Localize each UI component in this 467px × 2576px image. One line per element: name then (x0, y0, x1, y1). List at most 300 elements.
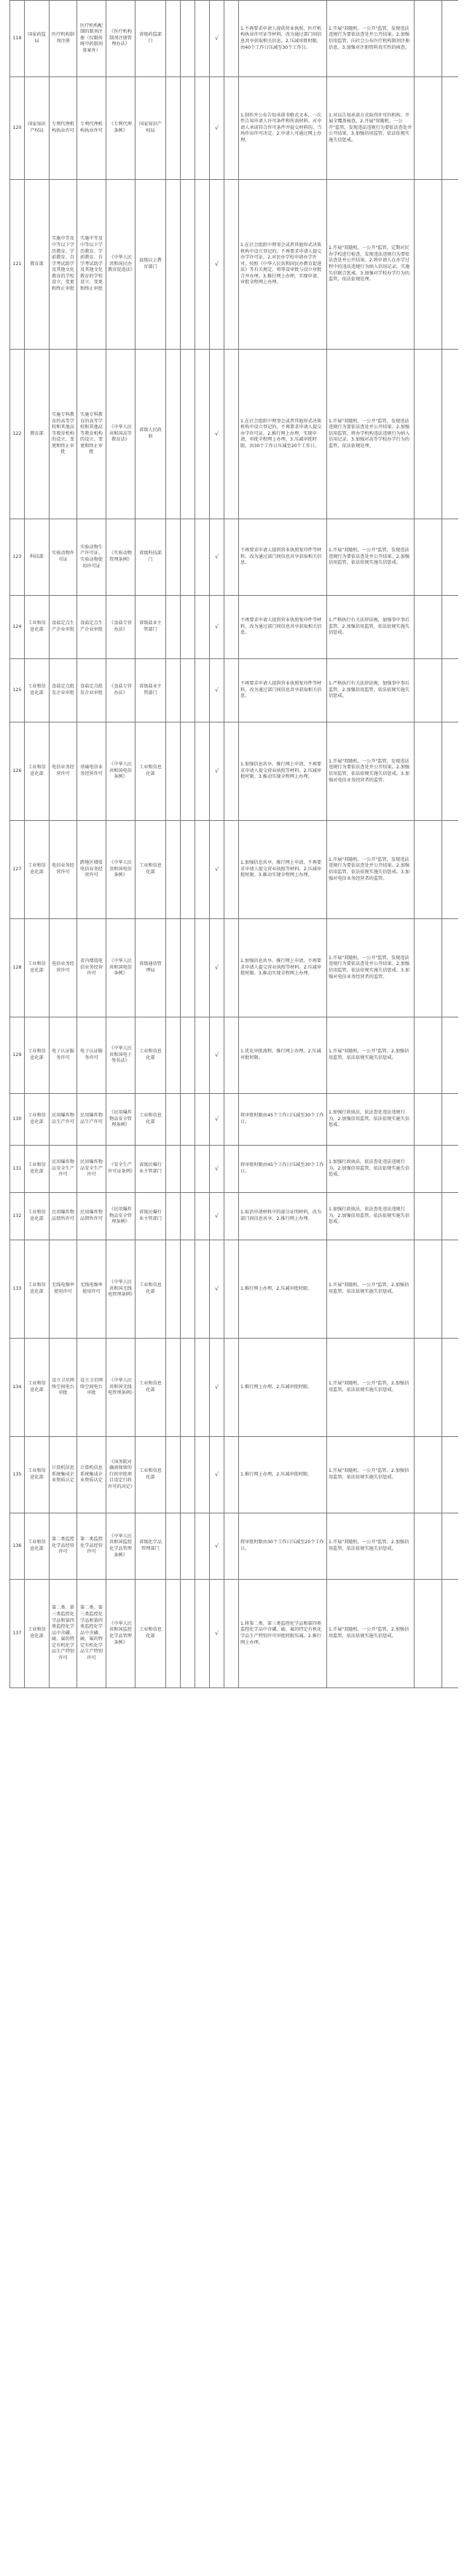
authority-cell (136, 1146, 166, 1192)
mode-cell (210, 659, 224, 722)
department-cell (25, 919, 50, 1017)
mode-cell (224, 1146, 239, 1192)
supervision-cell (327, 722, 415, 820)
remarks-cell (415, 722, 442, 820)
row-number-text: 135 (12, 1471, 22, 1477)
mode-cell (210, 1193, 224, 1240)
subitem-cell-text: 医疗机构配制的制剂注册（仅限传统中药制剂备案外） (80, 23, 103, 53)
supervision-cell-text: 1.对以告知承诺方式取得许可的机构，开展全覆盖核查。2.开展"双随机、一公开"监管，发现违法违规行为要依法查处并公开结果。3.加强信用监管，依法依规实施失信惩戒。 (329, 112, 412, 143)
row-number-text: 129 (12, 1052, 22, 1057)
subitem-cell-text: 食盐定点生产企业审批 (80, 621, 103, 632)
item-cell (50, 1437, 77, 1513)
row-number-text: 127 (12, 866, 22, 872)
mode-cell (195, 77, 210, 179)
row-number (10, 659, 25, 722)
remarks-cell (415, 1513, 442, 1579)
measures-cell (239, 722, 327, 820)
remarks-cell (415, 1094, 442, 1145)
subitem-cell (77, 77, 106, 179)
department-cell-text: 教育部 (30, 261, 44, 267)
mode-cell (181, 1094, 195, 1145)
mode-cell (181, 1339, 195, 1436)
department-cell (25, 659, 50, 722)
row-number-text: 126 (12, 768, 22, 773)
mode-cell (181, 919, 195, 1017)
row-number (10, 519, 25, 595)
subitem-cell (77, 919, 106, 1017)
basis-cell-text: 《民用爆炸物品安全管理条例》 (109, 1207, 132, 1225)
supervision-cell-text: 1.开展"双随机、一公开"监管，发现违法违规行为要依法查处并公开结果。2.加强信用监管，依法依规实施失信惩戒。3.加强对电信业务经营者的监管。 (329, 856, 410, 881)
check-mark: √ (214, 430, 219, 437)
mode-cell (166, 77, 181, 179)
check-mark: √ (214, 686, 219, 693)
subitem-cell (77, 1580, 106, 1687)
supervision-cell (327, 350, 415, 519)
department-cell (25, 1580, 50, 1687)
mode-cell (181, 519, 195, 595)
mode-cell (195, 180, 210, 349)
check-mark: √ (214, 964, 219, 971)
supervision-cell (327, 919, 415, 1017)
mode-cell (210, 1437, 224, 1513)
basis-cell (106, 1240, 136, 1338)
basis-cell (106, 919, 136, 1017)
supervision-cell-text: 1.开展"双随机、一公开"监管。2.加强信用监管，依法依规实施失信惩戒。 (329, 1627, 409, 1639)
mode-cell (224, 1240, 239, 1338)
subitem-cell (77, 1094, 106, 1145)
mode-cell (181, 350, 195, 519)
item-cell (50, 77, 77, 179)
supervision-cell-text: 1.开展"双随机、一公开"监管。2.加强信用监管，依法依规实施失信惩戒。 (329, 1381, 409, 1393)
mode-cell (224, 1193, 239, 1240)
table-row (10, 1339, 458, 1437)
mode-cell (210, 919, 224, 1017)
basis-cell (106, 1017, 136, 1093)
check-mark: √ (214, 623, 219, 630)
check-mark: √ (214, 124, 219, 131)
authority-cell (136, 596, 166, 658)
subitem-cell-text: 第二类监控化学品经营许可 (80, 1537, 103, 1555)
basis-cell (106, 180, 136, 349)
check-mark: √ (214, 1542, 219, 1549)
supervision-cell-text: 1.开展"双随机、一公开"监管。2.加强信用监管，依法依规实施失信惩戒。 (329, 1283, 409, 1294)
table-row (10, 821, 458, 919)
mode-cell (166, 1094, 181, 1145)
basis-cell (106, 350, 136, 519)
row-number (10, 1094, 25, 1145)
measures-cell (239, 77, 327, 179)
measures-cell (239, 1580, 327, 1687)
row-number-text: 136 (12, 1543, 22, 1548)
remarks-cell (415, 1193, 442, 1240)
mode-cell (210, 1, 224, 76)
department-cell-text: 工业和信息化部 (28, 1381, 46, 1393)
mode-cell (181, 596, 195, 658)
measures-cell-text: 1.在社会组织中理事会或者其他形式决策机构中设立登记的，不再要求申请人提交办学许可证。2.对民办学校申请办学许可，按照《中华人民共和国民办教育促进法》等有关规定，将筹设审批与设立审批合并办理。3.推行网上办理，实现申请、审批全程网上办理。 (240, 242, 322, 285)
subitem-cell-text: 民用爆炸物品生产许可 (80, 1113, 103, 1124)
measures-cell (239, 659, 327, 722)
subitem-cell (77, 1146, 106, 1192)
authority-cell (136, 180, 166, 349)
remarks-cell (415, 659, 442, 722)
item-cell (50, 1, 77, 76)
department-cell-text: 国家知识产权局 (28, 122, 46, 133)
mode-cell (195, 1017, 210, 1093)
mode-cell (195, 1580, 210, 1687)
authority-cell-text: 工业和信息化部 (139, 1113, 162, 1124)
department-cell-text: 工业和信息化部 (28, 863, 46, 875)
supervision-cell (327, 180, 415, 349)
mode-cell (166, 1017, 181, 1093)
measures-cell (239, 821, 327, 918)
table-row (10, 1437, 458, 1513)
row-number (10, 1339, 25, 1436)
authority-cell-text: 省级盐业主管部门 (139, 621, 162, 632)
supervision-cell-text: 1.开展"双随机、一公开"监管。2.加强信用监管，依法依规实施失信惩戒。 (329, 1049, 409, 1060)
mode-cell (210, 519, 224, 595)
basis-cell-text: 《中华人民共和国民办教育促进法》 (108, 255, 136, 273)
subitem-cell-text: 省内增值电信业务经营许可 (80, 958, 103, 977)
row-number (10, 1017, 25, 1093)
department-cell-text: 工业和信息化部 (28, 1049, 46, 1060)
row-number (10, 1240, 25, 1338)
department-cell-text: 科技部 (30, 554, 44, 559)
authority-cell (136, 1240, 166, 1338)
subitem-cell-text: 电子认证服务许可 (80, 1049, 103, 1060)
supervision-cell (327, 1146, 415, 1192)
item-cell-text: 医疗机构制剂注册 (52, 32, 74, 44)
department-cell (25, 1513, 50, 1579)
check-mark: √ (214, 1383, 219, 1390)
department-cell (25, 350, 50, 519)
item-cell (50, 659, 77, 722)
item-cell (50, 919, 77, 1017)
basis-cell-text: 《中华人民共和国监控化学品管理条例》 (109, 1620, 132, 1645)
basis-cell (106, 596, 136, 658)
supervision-cell (327, 519, 415, 595)
item-cell (50, 1017, 77, 1093)
department-cell-text: 工业和信息化部 (28, 621, 46, 632)
authority-cell (136, 1193, 166, 1240)
measures-cell (239, 1094, 327, 1145)
table-row (10, 1193, 458, 1240)
measures-cell (239, 1339, 327, 1436)
measures-cell (239, 596, 327, 658)
department-cell-text: 工业和信息化部 (28, 1283, 46, 1294)
authority-cell-text: 省级盐业主管部门 (139, 684, 162, 696)
table-row (10, 1, 458, 77)
mode-cell (210, 1240, 224, 1338)
authority-cell-text: 工业和信息化部 (139, 863, 162, 875)
mode-cell (166, 180, 181, 349)
measures-cell-text: 1.推行网上办理。2.压减审批时限。 (240, 1285, 313, 1291)
basis-cell (106, 1339, 136, 1436)
supervision-cell-text: 1.开展"双随机、一公开"监管。2.加强信用监管，依法依规实施失信惩戒。 (329, 1468, 409, 1480)
supervision-cell-text: 1.开展"双随机、一公开"监管，发现违法违规行为要依法查处并公开结果。2.加强信用监管，依法依规实施失信惩戒。 (329, 548, 410, 566)
subitem-cell-text: 实施专科教育的高等学校和其他高等教育机构的设立、变更和终止审批 (80, 411, 103, 455)
supervision-cell-text: 1.开展"双随机、一公开"监管。2.加强信用监管，依法依规实施失信惩戒。 (329, 1540, 409, 1551)
basis-cell-text: 《中华人民共和国电信条例》 (109, 762, 132, 780)
row-number (10, 1146, 25, 1192)
check-mark: √ (214, 1115, 219, 1122)
subitem-cell (77, 596, 106, 658)
mode-cell (181, 1240, 195, 1338)
mode-cell (224, 1, 239, 76)
row-number-text: 133 (12, 1285, 22, 1291)
authority-cell-text: 省级民爆行业主管部门 (139, 1162, 162, 1174)
basis-cell-text: 《医疗机构制剂注册管理办法》 (109, 29, 132, 47)
mode-cell (166, 659, 181, 722)
authority-cell-text: 工业和信息化部 (139, 1049, 162, 1060)
authority-cell (136, 1339, 166, 1436)
subitem-cell (77, 1339, 106, 1436)
row-number-text: 134 (12, 1384, 22, 1390)
item-cell-text: 设立卫星网络空间电台审批 (52, 1378, 74, 1396)
row-number-text: 131 (12, 1165, 22, 1171)
mode-cell (181, 722, 195, 820)
item-cell (50, 1513, 77, 1579)
item-cell-text: 实验动物许可证 (52, 551, 74, 562)
mode-cell (224, 1437, 239, 1513)
item-cell (50, 596, 77, 658)
remarks-cell (415, 1437, 442, 1513)
check-mark: √ (214, 260, 219, 267)
authority-cell-text: 国家知识产权局 (139, 122, 162, 133)
subitem-cell-text: 设立卫星网络空间电台审批 (80, 1378, 103, 1396)
mode-cell (210, 1146, 224, 1192)
subitem-cell (77, 1193, 106, 1240)
row-number-text: 120 (12, 125, 22, 130)
item-cell-text: 电信业务经营许可 (52, 765, 74, 776)
mode-cell (210, 180, 224, 349)
basis-cell-text: 《中华人民共和国电子签名法》 (109, 1046, 132, 1064)
authority-cell (136, 919, 166, 1017)
subitem-cell (77, 1513, 106, 1579)
table-row (10, 1017, 458, 1094)
measures-cell (239, 1017, 327, 1093)
mode-cell (181, 1, 195, 76)
item-cell (50, 1146, 77, 1192)
basis-cell (106, 1193, 136, 1240)
subitem-cell (77, 659, 106, 722)
supervision-cell-text: 1.严格执行有关法律法规，加强事中事后监管。2.加强信用监管，依法依规实施失信惩戒。 (329, 618, 410, 636)
department-cell (25, 722, 50, 820)
department-cell (25, 596, 50, 658)
supervision-cell-text: 1.开展"双随机、一公开"监管，定期对民办学校进行检查，发现违法违规行为要依法查处并公开结果。2.将申请人在办学过程中的违法违规行为纳入信用记录，实施失信联合惩戒。3.加强对学校办学行为的监管，依法依规处理。 (329, 245, 410, 283)
authority-cell-text: 工业和信息化部 (139, 1468, 162, 1480)
table-row (10, 77, 458, 180)
mode-cell (195, 1437, 210, 1513)
item-cell (50, 1094, 77, 1145)
mode-cell (166, 1580, 181, 1687)
department-cell-text: 工业和信息化部 (28, 1210, 46, 1221)
mode-cell (166, 1437, 181, 1513)
measures-cell (239, 919, 327, 1017)
authority-cell-text: 省级科技部门 (139, 551, 162, 562)
department-cell-text: 工业和信息化部 (28, 765, 46, 776)
reform-table (9, 0, 458, 1688)
mode-cell (224, 180, 239, 349)
mode-cell (210, 1580, 224, 1687)
mode-cell (224, 1017, 239, 1093)
row-number (10, 1, 25, 76)
subitem-cell (77, 722, 106, 820)
supervision-cell (327, 1193, 415, 1240)
mode-cell (166, 1240, 181, 1338)
mode-cell (166, 1, 181, 76)
item-cell-text: 电子认证服务许可 (52, 1049, 74, 1060)
authority-cell (136, 350, 166, 519)
mode-cell (195, 1094, 210, 1145)
measures-cell (239, 1240, 327, 1338)
department-cell-text: 工业和信息化部 (28, 1627, 46, 1639)
mode-cell (224, 350, 239, 519)
authority-cell-text: 工业和信息化部 (139, 1627, 162, 1639)
item-cell-text: 民用爆炸物品销售许可 (52, 1210, 74, 1221)
subitem-cell-text: 计算机信息系统集成企业资质认定 (80, 1465, 103, 1484)
mode-cell (195, 659, 210, 722)
remarks-cell (415, 596, 442, 658)
supervision-cell (327, 77, 415, 179)
department-cell-text: 工业和信息化部 (28, 1468, 46, 1480)
mode-cell (224, 596, 239, 658)
item-cell-text: 实施中等及中等以下学历教育、学前教育、自学考试助学及其他文化教育的学校设立、变更和终止审批 (52, 236, 74, 292)
department-cell (25, 1017, 50, 1093)
department-cell-text: 工业和信息化部 (28, 684, 46, 696)
mode-cell (166, 1146, 181, 1192)
authority-cell (136, 1, 166, 76)
mode-cell (224, 722, 239, 820)
subitem-cell-text: 专利代理机构执业许可 (80, 122, 103, 133)
measures-cell-text: 1.优化审批流程，推行网上办理。2.压减审批时限。 (240, 1049, 321, 1060)
authority-cell (136, 77, 166, 179)
remarks-cell (415, 180, 442, 349)
subitem-cell-text: 跨地区增值电信业务经营许可 (80, 860, 103, 878)
basis-cell-text: 《实验动物管理条例》 (109, 551, 132, 562)
department-cell-text: 工业和信息化部 (28, 961, 46, 973)
remarks-cell (415, 919, 442, 1017)
row-number-text: 122 (12, 430, 22, 436)
mode-cell (166, 350, 181, 519)
subitem-cell-text: 民用爆炸物品安全生产许可 (80, 1159, 103, 1178)
measures-cell-text: 1.制作并公布告知承诺书格式文本，一次性告知申请人许可条件和所需材料。对申请人承诺符合许可条件并提交材料的，当场作出许可决定。2.申请人可通过网上办理。 (240, 112, 322, 143)
measures-cell-text: 1.加强信息共享，推行网上申请，不再要求申请人提交营业执照等材料。2.压减审批时限。3.推动实现全程网上办理。 (240, 958, 322, 977)
authority-cell-text: 省级化学品管理部门 (139, 1540, 162, 1551)
row-number (10, 596, 25, 658)
supervision-cell (327, 1339, 415, 1436)
mode-cell (195, 519, 210, 595)
remarks-cell (415, 350, 442, 519)
table-row (10, 519, 458, 596)
item-cell (50, 1240, 77, 1338)
row-number (10, 350, 25, 519)
mode-cell (195, 1339, 210, 1436)
mode-cell (195, 722, 210, 820)
basis-cell (106, 1, 136, 76)
row-number (10, 722, 25, 820)
mode-cell (195, 919, 210, 1017)
row-number-text: 123 (12, 554, 22, 559)
basis-cell-text: 《安全生产许可证条例》 (108, 1162, 136, 1174)
item-cell (50, 519, 77, 595)
subitem-cell-text: 民用爆炸物品销售许可 (80, 1210, 103, 1221)
mode-cell (166, 596, 181, 658)
mode-cell (166, 821, 181, 918)
item-cell (50, 722, 77, 820)
subitem-cell-text: 实施中等及中等以下学历教育、学前教育、自学考试助学及其他文化教育的学校设立、变更和终止审批 (80, 236, 103, 292)
basis-cell (106, 1094, 136, 1145)
authority-cell (136, 821, 166, 918)
basis-cell-text: 《食盐专营办法》 (109, 621, 132, 632)
department-cell (25, 1339, 50, 1436)
measures-cell-text: 将审批时限由30个工作日压减至20个工作日。 (240, 1540, 324, 1551)
item-cell-text: 计算机信息系统集成企业资质认定 (52, 1465, 74, 1484)
authority-cell-text: 工业和信息化部 (139, 765, 162, 776)
mode-cell (224, 821, 239, 918)
subitem-cell (77, 1240, 106, 1338)
subitem-cell (77, 1017, 106, 1093)
supervision-cell-text: 1.加强行政执法，依法查处违法违规行为。2.加强信用监管，依法依规实施失信惩戒。 (329, 1159, 410, 1178)
measures-cell-text: 不再要求申请人提供营业执照复印件等材料，改为通过部门间信息共享获取相关信息。 (240, 618, 322, 636)
measures-cell-text: 1.推行网上办理。2.压减审批时限。 (240, 1384, 313, 1390)
mode-cell (181, 659, 195, 722)
mode-cell (195, 1513, 210, 1579)
mode-cell (181, 821, 195, 918)
remarks-cell (415, 821, 442, 918)
authority-cell (136, 1437, 166, 1513)
mode-cell (210, 1513, 224, 1579)
mode-cell (224, 659, 239, 722)
supervision-cell (327, 1580, 415, 1687)
table-row (10, 1094, 458, 1146)
table-row (10, 722, 458, 821)
supervision-cell (327, 1094, 415, 1145)
subitem-cell-text: 第二类、第三类监控化学品和第四类监控化学品中含磷、硫、氟的特定有机化学品生产特别许可 (80, 1605, 103, 1661)
table-row (10, 1580, 458, 1688)
remarks-cell (415, 1146, 442, 1192)
measures-cell-text: 1.不再要求申请人提供营业执照、医疗机构执业许可证等材料，改为通过部门间信息共享获取相关信息。2.压减审批时限，由40个工作日压减至30个工作日。 (240, 25, 322, 50)
authority-cell (136, 519, 166, 595)
authority-cell (136, 722, 166, 820)
row-number-text: 128 (12, 964, 22, 970)
table-row (10, 596, 458, 659)
row-number (10, 180, 25, 349)
item-cell (50, 180, 77, 349)
table-row (10, 919, 458, 1017)
authority-cell (136, 1580, 166, 1687)
table-row (10, 180, 458, 350)
measures-cell (239, 1, 327, 76)
check-mark: √ (214, 1629, 219, 1636)
department-cell (25, 77, 50, 179)
mode-cell (195, 1146, 210, 1192)
subitem-cell-text: 实验动物生产许可证、实验动物使用许可证 (80, 544, 103, 569)
basis-cell (106, 77, 136, 179)
basis-cell-text: 《中华人民共和国无线电管理条例》 (108, 1378, 136, 1396)
authority-cell (136, 1094, 166, 1145)
mode-cell (224, 1094, 239, 1145)
authority-cell-text: 省级药监部门 (139, 32, 162, 44)
supervision-cell-text: 1.加强行政执法，依法查处违法违规行为。2.加强信用监管，依法依规实施失信惩戒。 (329, 1207, 410, 1225)
department-cell-text: 国家药监局 (28, 32, 46, 44)
measures-cell-text: 将审批时限由45个工作日压减至30个工作日。 (240, 1162, 324, 1174)
item-cell-text: 民用爆炸物品安全生产许可 (52, 1159, 74, 1178)
supervision-cell-text: 1.开展"双随机、一公开"监管，发现违法违规行为要依法查处并公开结果。2.加强信用监管，依法依规实施失信惩戒。3.加强对电信业务经营者的监管。 (329, 758, 410, 783)
mode-cell (210, 1094, 224, 1145)
check-mark: √ (214, 553, 219, 560)
authority-cell-text: 工业和信息化部 (139, 1283, 162, 1294)
basis-cell (106, 821, 136, 918)
